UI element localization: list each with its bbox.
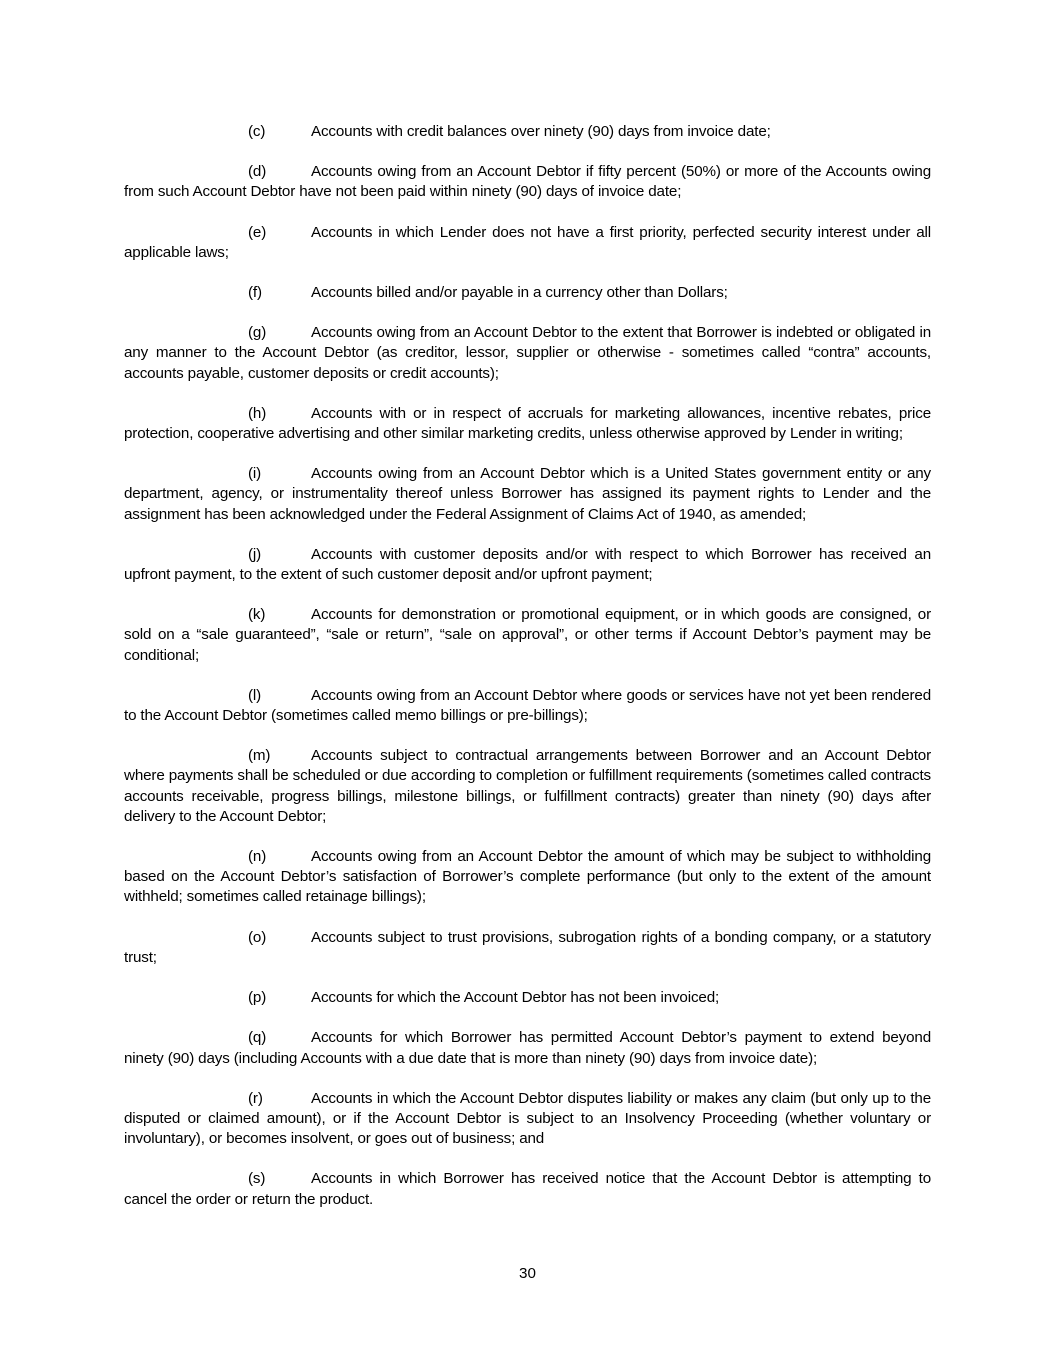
clause-text: Accounts billed and/or payable in a currency other than Dollars; — [311, 284, 728, 302]
clause-i — [124, 464, 931, 525]
clause-list — [124, 122, 931, 1230]
clause-q — [124, 1028, 931, 1068]
clause-label: (i) — [248, 465, 262, 483]
clause-text: Accounts in which Borrower has received notice that the Account Debtor is attempting to cancel the order or return the product. — [124, 1170, 931, 1208]
clause-r — [124, 1089, 931, 1150]
clause-d — [124, 162, 931, 202]
clause-label: (o) — [248, 928, 267, 946]
clause-text: Accounts owing from an Account Debtor to the extent that Borrower is indebted or obligated in any manner to the Account Debtor (as creditor, lessor, supplier or otherwise - sometimes called “contra” accounts, accounts payable, customer deposits or credit accounts); — [124, 324, 931, 382]
clause-label: (l) — [248, 686, 262, 704]
clause-f — [124, 283, 931, 303]
clause-label: (k) — [248, 606, 266, 624]
clause-text: Accounts subject to trust provisions, subrogation rights of a bonding company, or a statutory trust; — [124, 928, 931, 966]
clause-label: (r) — [248, 1089, 263, 1107]
clause-text: Accounts in which Lender does not have a first priority, perfected security interest under all applicable laws; — [124, 223, 931, 261]
clause-l — [124, 686, 931, 726]
clause-text: Accounts owing from an Account Debtor where goods or services have not yet been rendered to the Account Debtor (sometimes called memo billings or pre-billings); — [124, 686, 931, 725]
clause-text: Accounts for demonstration or promotional equipment, or in which goods are consigned, or sold on a “sale guaranteed”, “sale or return”, “sale on approval”, or other terms if Account Debtor’s payment may be conditional; — [124, 606, 931, 664]
clause-label: (s) — [248, 1170, 266, 1188]
clause-e — [124, 223, 931, 263]
clause-c — [124, 122, 931, 142]
clause-g — [124, 323, 931, 384]
clause-h — [124, 404, 931, 444]
clause-text: Accounts in which the Account Debtor disputes liability or makes any claim (but only up to the disputed or claimed amount), or if the Account Debtor is subject to an Insolvency Proceeding (whether voluntary or involuntary), or becomes insolvent, or goes out of business; and — [124, 1089, 931, 1148]
clause-label: (j) — [248, 545, 262, 563]
clause-text: Accounts for which Borrower has permitted Account Debtor’s payment to extend beyond ninety (90) days (including Accounts with a due date that is more than ninety (90) days from invoice date); — [124, 1029, 931, 1067]
clause-text: Accounts for which the Account Debtor has not been invoiced; — [311, 989, 720, 1007]
clause-label: (c) — [248, 123, 266, 140]
clause-p — [124, 988, 931, 1008]
clause-label: (q) — [248, 1029, 267, 1047]
clause-label: (p) — [248, 989, 267, 1007]
clause-label: (g) — [248, 324, 267, 342]
clause-j — [124, 545, 931, 585]
clause-text: Accounts with or in respect of accruals for marketing allowances, incentive rebates, price protection, cooperative advertising and other similar marketing credits, unless otherwise approved by Lender in writing; — [124, 404, 931, 443]
clause-label: (d) — [248, 163, 267, 181]
clause-text: Accounts owing from an Account Debtor the amount of which may be subject to withholding based on the Account Debtor’s satisfaction of Borrower’s complete performance (but only to the extent of the amount withheld; sometimes called retainage billings); — [124, 848, 931, 906]
clause-s — [124, 1169, 931, 1209]
clause-k — [124, 605, 931, 666]
clause-text: Accounts with customer deposits and/or with respect to which Borrower has received an upfront payment, to the extent of such customer deposit and/or upfront payment; — [124, 545, 931, 584]
clause-label: (e) — [248, 223, 267, 241]
clause-text: Accounts with credit balances over ninety (90) days from invoice date; — [311, 123, 771, 140]
clause-text: Accounts owing from an Account Debtor which is a United States government entity or any department, agency, or instrumentality thereof unless Borrower has assigned its payment rights to Lender and the assignment has been acknowledged under the Federal Assignment of Claims Act of 1940, as amended; — [124, 465, 931, 523]
clause-label: (h) — [248, 404, 267, 422]
clause-o — [124, 928, 931, 968]
clause-label: (n) — [248, 848, 267, 866]
clause-text: Accounts subject to contractual arrangements between Borrower and an Account Debtor where payments shall be scheduled or due according to completion or fulfillment requirements (sometimes called contracts accounts receivable, progress billings, milestone billings, or fulfillment contracts) greater than ninety (90) days after delivery to the Account Debtor; — [124, 747, 931, 825]
clause-m — [124, 746, 931, 827]
clause-n — [124, 847, 931, 908]
clause-text: Accounts owing from an Account Debtor if fifty percent (50%) or more of the Accounts owing from such Account Debtor have not been paid within ninety (90) days of invoice date; — [124, 163, 931, 201]
clause-label: (m) — [248, 747, 271, 765]
clause-label: (f) — [248, 284, 262, 302]
page-number: 30 — [519, 1265, 536, 1282]
